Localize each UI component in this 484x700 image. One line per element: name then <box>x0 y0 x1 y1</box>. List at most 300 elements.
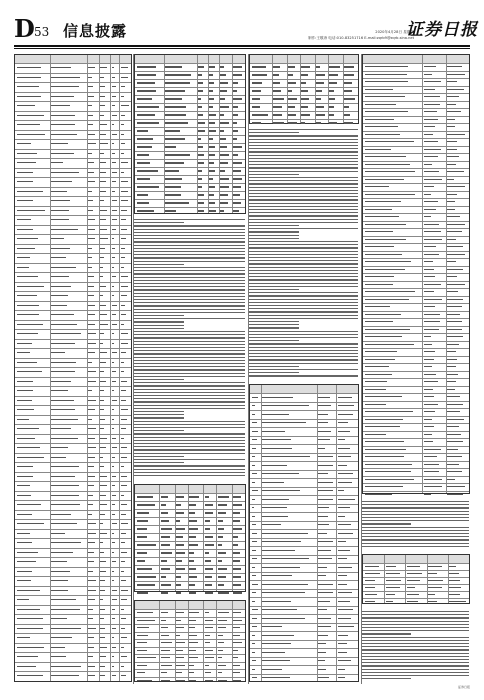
body-text-line <box>249 347 358 348</box>
table-row-rule <box>363 356 469 357</box>
table-cell-text <box>100 286 106 287</box>
table-row-rule <box>250 572 358 573</box>
page-number: 53 <box>34 25 50 39</box>
body-text-line <box>134 437 245 438</box>
table-cell-text <box>165 186 180 187</box>
table-cell-text <box>252 567 255 568</box>
body-text-line <box>134 469 245 470</box>
table-row-rule <box>250 504 358 505</box>
table-row-rule <box>15 586 131 587</box>
body-text-line <box>249 167 358 168</box>
table-cell-text <box>301 106 308 107</box>
body-text-line <box>134 363 245 364</box>
table-cell-text <box>121 599 127 600</box>
table-cell-text <box>100 248 105 249</box>
table-cell-text <box>338 439 345 440</box>
table-cell-text <box>161 504 167 505</box>
body-text-line <box>249 324 299 325</box>
table-cell-text <box>137 568 152 569</box>
table-cell-text <box>88 333 96 334</box>
table-cell-text <box>17 400 33 401</box>
body-text-line <box>134 366 245 367</box>
table-row-rule <box>363 303 469 304</box>
table-cell-text <box>17 561 36 562</box>
table-cell-text <box>220 210 224 211</box>
table-cell-text <box>233 186 241 187</box>
table-cell-text <box>51 457 66 458</box>
table-cell-text <box>365 486 404 487</box>
table-row-rule <box>15 557 131 558</box>
table-row-rule <box>135 617 245 618</box>
body-text-line <box>249 273 358 274</box>
body-text-line <box>249 231 299 232</box>
body-text-line <box>134 293 245 294</box>
table-row-rule <box>15 111 131 112</box>
table-cell-text <box>447 359 457 360</box>
table-cell-text <box>365 464 412 465</box>
table-cell-text <box>338 635 348 636</box>
body-text-line <box>362 507 469 508</box>
table-cell-text <box>424 119 438 120</box>
table-row-rule <box>15 272 131 273</box>
body-text-line <box>362 630 469 631</box>
table-cell-text <box>189 568 195 569</box>
table-cell-text <box>137 552 148 553</box>
table-cell-text <box>121 580 126 581</box>
table-cell-text <box>112 656 115 657</box>
body-text-line <box>134 357 245 358</box>
table-cell-text <box>176 635 180 636</box>
table-cell-text <box>365 96 406 97</box>
table-cell-text <box>17 134 46 135</box>
table-cell-text <box>161 520 170 521</box>
table-cell-text <box>424 269 434 270</box>
table-row-rule <box>15 244 131 245</box>
table-cell-text <box>218 544 222 545</box>
table-row-rule <box>15 196 131 197</box>
table-cell-text <box>386 594 396 595</box>
table-cell-text <box>447 201 455 202</box>
table-cell-text <box>189 496 198 497</box>
table-cell-text <box>338 414 354 415</box>
table-cell-text <box>112 476 117 477</box>
table-row-rule <box>15 339 131 340</box>
table-cell-text <box>121 172 125 173</box>
table-cell-text <box>100 191 106 192</box>
table-cell-text <box>189 665 193 666</box>
table-cell-text <box>318 618 330 619</box>
table-cell-text <box>365 224 406 225</box>
table-cell-text <box>365 566 379 567</box>
table-row-rule <box>15 225 131 226</box>
table-row-rule <box>135 103 245 104</box>
table-cell-text <box>447 396 460 397</box>
table-cell-text <box>318 507 329 508</box>
table-row-rule <box>250 665 358 666</box>
table-cell-text <box>176 665 185 666</box>
table-cell-text <box>51 552 73 553</box>
table-cell-text <box>121 96 124 97</box>
table-cell-text <box>165 82 190 83</box>
table-cell-text <box>218 552 226 553</box>
table-row-rule <box>15 443 131 444</box>
table-cell-text <box>233 98 242 99</box>
table-cell-text <box>100 162 106 163</box>
table-cell-text <box>365 366 389 367</box>
table-cell-text <box>51 134 77 135</box>
table-cell-text <box>165 114 186 115</box>
table-cell-text <box>344 122 352 123</box>
table-cell-text <box>262 652 284 653</box>
table-cell-text <box>205 680 213 681</box>
table-cell-text <box>121 409 129 410</box>
body-text-line <box>249 289 299 290</box>
body-text-line <box>362 653 469 654</box>
table-cell-text <box>112 257 116 258</box>
table-cell-text <box>161 680 170 681</box>
table-row-rule <box>363 176 469 177</box>
table-cell-text <box>365 344 415 345</box>
table-cell-text <box>137 620 155 621</box>
body-text-block <box>134 218 246 478</box>
table-row-rule <box>15 158 131 159</box>
table-cell-text <box>316 74 324 75</box>
table-cell-text <box>17 77 42 78</box>
table-cell-text <box>424 291 434 292</box>
body-text-line <box>249 263 358 264</box>
table-cell-text <box>112 419 115 420</box>
table-cell-text <box>121 466 125 467</box>
table-cell-text <box>100 229 107 230</box>
table-cell-text <box>176 642 185 643</box>
table-row-rule <box>363 153 469 154</box>
table-cell-text <box>161 576 166 577</box>
table-cell-text <box>100 504 107 505</box>
table-cell-text <box>365 396 402 397</box>
table-cell-text <box>137 536 147 537</box>
table-cell-text <box>233 194 240 195</box>
body-text-line <box>362 514 469 515</box>
table-row-rule <box>135 624 245 625</box>
table-cell-text <box>407 601 418 602</box>
table-cell-text <box>316 114 325 115</box>
table-cell-text <box>17 219 31 220</box>
table-cell-text <box>424 126 435 127</box>
body-text-line <box>134 229 245 230</box>
table-cell-text <box>424 351 435 352</box>
table-cell-text <box>447 284 465 285</box>
table-row-rule <box>250 87 358 88</box>
table-cell-text <box>137 114 156 115</box>
table-cell-text <box>112 647 116 648</box>
table-cell-text <box>424 314 440 315</box>
table-cell-text <box>121 485 127 486</box>
table-row-rule <box>15 510 131 511</box>
table-cell-text <box>424 186 434 187</box>
body-text-line <box>134 261 245 262</box>
body-text-line <box>249 129 358 130</box>
table-cell-text <box>51 371 75 372</box>
table-cell-text <box>262 635 294 636</box>
table-cell-text <box>51 618 67 619</box>
table-cell-text <box>100 67 107 68</box>
table-cell-text <box>137 130 148 131</box>
table-cell-text <box>447 471 462 472</box>
table-cell-text <box>338 473 353 474</box>
table-cell-text <box>316 98 321 99</box>
body-text-line <box>134 241 245 242</box>
table-cell-text <box>288 82 296 83</box>
table-cell-text <box>121 419 127 420</box>
table-cell-text <box>137 146 153 147</box>
table-cell-text <box>17 390 34 391</box>
table-cell-text <box>318 414 327 415</box>
table-cell-text <box>100 666 105 667</box>
table-cell-text <box>318 482 333 483</box>
table-row-rule <box>15 367 131 368</box>
table-cell-text <box>100 514 105 515</box>
table-cell-text <box>189 672 194 673</box>
column-3 <box>249 54 359 684</box>
table-row-rule <box>363 183 469 184</box>
column-separator <box>361 54 362 684</box>
table-cell-text <box>176 512 184 513</box>
body-text-line <box>362 672 469 673</box>
table-cell-text <box>100 390 103 391</box>
table-cell-text <box>137 154 150 155</box>
table-cell-text <box>121 210 128 211</box>
table-cell-text <box>218 496 229 497</box>
table-cell-text <box>447 426 459 427</box>
table-cell-text <box>51 238 63 239</box>
table-cell-text <box>17 485 30 486</box>
table-row-rule <box>250 555 358 556</box>
table-row-rule <box>250 648 358 649</box>
table-cell-text <box>17 362 37 363</box>
table-cell-text <box>121 295 127 296</box>
body-text-line <box>249 132 299 133</box>
table-cell-text <box>165 90 185 91</box>
table-cell-text <box>121 495 124 496</box>
table-row-rule <box>135 127 245 128</box>
table-cell-text <box>262 592 304 593</box>
body-text-line <box>249 350 358 351</box>
table-row-rule <box>363 101 469 102</box>
table-cell-text <box>112 324 118 325</box>
table-cell-text <box>233 612 241 613</box>
table-cell-text <box>51 561 67 562</box>
table-cell-text <box>209 162 214 163</box>
table-cell-text <box>233 512 240 513</box>
table-row-rule <box>15 595 131 596</box>
table-cell-text <box>112 352 117 353</box>
table-cell-text <box>447 246 462 247</box>
table-cell-text <box>137 650 147 651</box>
table-cell-text <box>209 178 213 179</box>
body-text-line <box>134 337 245 338</box>
table-row-rule <box>15 101 131 102</box>
table-cell-text <box>17 371 42 372</box>
table-cell-text <box>112 675 117 676</box>
table-cell-text <box>318 550 330 551</box>
table-row-rule <box>15 434 131 435</box>
table-cell-text <box>198 138 201 139</box>
table-cell-text <box>198 90 203 91</box>
table-column-rule <box>336 385 337 681</box>
table-cell-text <box>365 246 394 247</box>
table-cell-text <box>205 592 214 593</box>
table-cell-text <box>424 104 440 105</box>
table-cell-text <box>365 471 411 472</box>
body-text-line <box>134 424 245 425</box>
table-cell-text <box>447 494 463 495</box>
table-cell-text <box>365 411 414 412</box>
table-row-rule <box>250 674 358 675</box>
table-cell-text <box>218 568 227 569</box>
table-cell-text <box>233 584 241 585</box>
table-cell-text <box>176 496 183 497</box>
table-cell-text <box>262 584 308 585</box>
table-row-rule <box>363 461 469 462</box>
table-cell-text <box>447 434 461 435</box>
table-cell-text <box>338 422 348 423</box>
table-row-rule <box>15 253 131 254</box>
table-row-rule <box>363 288 469 289</box>
table-cell-text <box>17 286 45 287</box>
table-cell-text <box>252 66 266 67</box>
body-text-line <box>249 267 358 268</box>
table-cell-text <box>121 314 126 315</box>
table-row-rule <box>250 495 358 496</box>
body-text-line <box>249 375 358 376</box>
table-cell-text <box>318 448 324 449</box>
disclosure-table-6 <box>249 384 359 682</box>
table-cell-text <box>112 428 115 429</box>
table-cell-text <box>17 248 36 249</box>
table-cell-text <box>112 438 117 439</box>
table-cell-text <box>121 77 128 78</box>
table-row-rule <box>250 410 358 411</box>
table-cell-text <box>137 138 154 139</box>
page-letter: D <box>14 14 35 43</box>
table-cell-text <box>252 473 258 474</box>
table-cell-text <box>424 359 434 360</box>
table-cell-text <box>301 74 308 75</box>
body-text-line <box>134 245 245 246</box>
table-cell-text <box>344 106 349 107</box>
table-cell-text <box>447 179 454 180</box>
table-row-rule <box>15 500 131 501</box>
body-text-line <box>249 164 358 165</box>
table-row-rule <box>135 71 245 72</box>
body-text-line <box>362 527 469 528</box>
table-cell-text <box>386 601 393 602</box>
table-cell-text <box>218 584 224 585</box>
body-text-line <box>249 171 358 172</box>
table-cell-text <box>424 164 432 165</box>
table-cell-text <box>273 90 281 91</box>
body-text-block <box>362 500 470 550</box>
table-cell-text <box>449 594 460 595</box>
table-cell-text <box>17 447 41 448</box>
table-cell-text <box>165 146 176 147</box>
table-cell-text <box>88 400 96 401</box>
table-cell-text <box>189 612 198 613</box>
table-cell-text <box>318 473 327 474</box>
table-cell-text <box>344 98 354 99</box>
table-cell-text <box>262 448 291 449</box>
body-text-line <box>362 543 469 544</box>
table-cell-text <box>318 677 328 678</box>
body-text-block <box>249 128 359 378</box>
table-cell-text <box>449 580 459 581</box>
table-cell-text <box>100 115 104 116</box>
table-cell-text <box>209 74 213 75</box>
table-cell-text <box>365 587 375 588</box>
table-cell-text <box>100 400 104 401</box>
table-cell-text <box>338 456 351 457</box>
table-cell-text <box>137 528 147 529</box>
table-cell-text <box>176 552 185 553</box>
table-cell-text <box>407 594 420 595</box>
table-row-rule <box>15 576 131 577</box>
table-cell-text <box>121 286 128 287</box>
table-row-rule <box>363 423 469 424</box>
table-cell-text <box>365 426 401 427</box>
table-cell-text <box>447 456 462 457</box>
table-cell-text <box>51 476 75 477</box>
table-row-rule <box>250 95 358 96</box>
table-cell-text <box>88 162 94 163</box>
table-cell-text <box>262 609 297 610</box>
table-cell-text <box>424 261 433 262</box>
table-cell-text <box>51 656 65 657</box>
table-cell-text <box>262 405 308 406</box>
body-text-line <box>134 373 245 374</box>
table-cell-text <box>220 202 228 203</box>
table-cell-text <box>100 637 105 638</box>
table-row-rule <box>135 517 245 518</box>
table-row-rule <box>250 580 358 581</box>
table-cell-text <box>220 162 228 163</box>
column-4 <box>362 54 470 684</box>
table-cell-text <box>365 594 377 595</box>
body-text-line <box>134 238 245 239</box>
table-cell-text <box>17 675 44 676</box>
table-cell-text <box>17 495 31 496</box>
table-cell-text <box>338 643 347 644</box>
table-cell-text <box>88 666 95 667</box>
body-text-line <box>249 174 299 175</box>
table-cell-text <box>88 286 93 287</box>
table-cell-text <box>51 533 65 534</box>
table-cell-text <box>121 153 124 154</box>
body-text-line <box>134 360 245 361</box>
masthead-rule-thin <box>14 48 470 49</box>
table-cell-text <box>88 295 93 296</box>
table-cell-text <box>233 680 240 681</box>
table-cell-text <box>17 305 39 306</box>
table-cell-text <box>447 89 464 90</box>
table-row-rule <box>363 86 469 87</box>
body-text-line <box>362 504 469 505</box>
table-column-rule <box>317 385 318 681</box>
table-row-rule <box>135 662 245 663</box>
table-cell-text <box>88 229 94 230</box>
table-row-rule <box>363 483 469 484</box>
table-cell-text <box>209 154 215 155</box>
table-cell-text <box>252 98 261 99</box>
